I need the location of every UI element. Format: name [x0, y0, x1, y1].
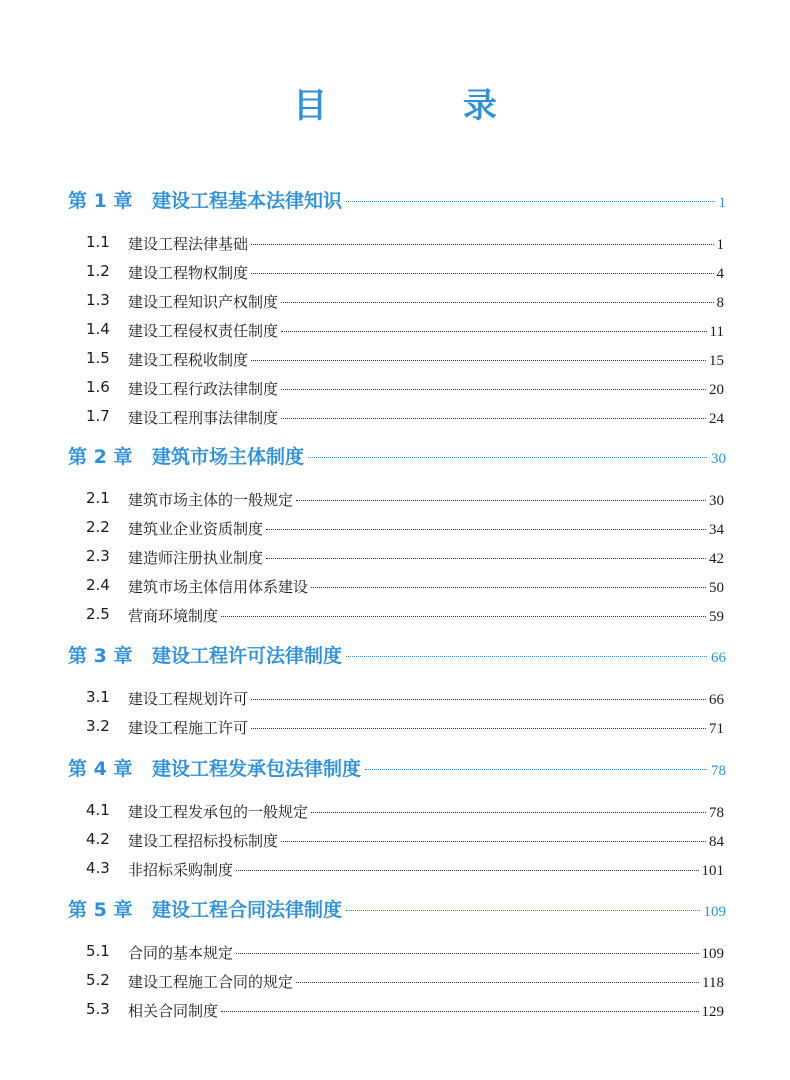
dot-leader	[365, 769, 707, 770]
section-title-line	[128, 349, 724, 370]
section-page-number: 20	[709, 382, 724, 398]
section-title: 建设工程法律基础	[128, 235, 249, 253]
section-title-line	[128, 407, 724, 428]
section-title-line	[128, 233, 724, 254]
dot-leader	[266, 558, 706, 559]
dot-leader	[311, 587, 706, 588]
section-number: 1.4	[86, 320, 110, 338]
dot-leader	[311, 812, 706, 813]
section-title: 建设工程税收制度	[128, 351, 249, 369]
chapter-title-line	[152, 641, 726, 668]
chapter-title: 建设工程基本法律知识	[152, 190, 343, 212]
section-number: 2.5	[86, 605, 110, 623]
section-number: 2.1	[86, 489, 110, 507]
dot-leader	[251, 244, 713, 245]
section-page-number: 78	[709, 805, 724, 821]
chapter-title-line	[152, 442, 726, 469]
dot-leader	[281, 841, 706, 842]
section-title: 建设工程刑事法律制度	[128, 409, 279, 427]
section-page-number: 42	[709, 551, 724, 567]
section-page-number: 15	[709, 353, 724, 369]
section-title: 建设工程招标投标制度	[128, 832, 279, 850]
dot-leader	[266, 529, 706, 530]
chapter-number: 第 3 章	[68, 645, 133, 667]
dot-leader	[236, 870, 698, 871]
section-title-line	[128, 942, 724, 963]
section-title-line	[128, 576, 724, 597]
section-title: 建设工程侵权责任制度	[128, 322, 279, 340]
chapter-title: 建设工程合同法律制度	[152, 899, 343, 921]
section-number: 1.3	[86, 291, 110, 309]
section-title: 建设工程规划许可	[128, 690, 249, 708]
dot-leader	[281, 331, 707, 332]
dot-leader	[281, 302, 713, 303]
section-title-line	[128, 320, 724, 341]
dot-leader	[251, 360, 706, 361]
section-title-line	[128, 801, 724, 822]
section-title-line	[128, 605, 724, 626]
section-page-number: 50	[709, 580, 724, 596]
section-page-number: 101	[701, 863, 724, 879]
dot-leader	[296, 500, 706, 501]
section-number: 5.2	[86, 971, 110, 989]
chapter-title: 建设工程发承包法律制度	[152, 758, 362, 780]
section-title: 建设工程行政法律制度	[128, 380, 279, 398]
section-title-line	[128, 262, 724, 283]
section-page-number: 1	[716, 237, 724, 253]
chapter-title: 建设工程许可法律制度	[152, 645, 343, 667]
section-page-number: 30	[709, 493, 724, 509]
dot-leader	[346, 656, 707, 657]
section-number: 4.3	[86, 859, 110, 877]
section-page-number: 129	[701, 1004, 724, 1020]
section-page-number: 118	[702, 975, 724, 991]
chapter-page-number: 30	[711, 451, 726, 467]
dot-leader	[296, 982, 699, 983]
section-number: 3.2	[86, 717, 110, 735]
chapter-title-line	[152, 895, 726, 922]
section-title: 合同的基本规定	[128, 944, 234, 962]
section-number: 2.2	[86, 518, 110, 536]
section-title: 建造师注册执业制度	[128, 549, 264, 567]
section-title: 营商环境制度	[128, 607, 219, 625]
dot-leader	[281, 389, 706, 390]
section-title: 建设工程物权制度	[128, 264, 249, 282]
section-page-number: 34	[709, 522, 724, 538]
section-title-line	[128, 547, 724, 568]
section-page-number: 109	[701, 946, 724, 962]
section-page-number: 71	[709, 721, 724, 737]
chapter-page-number: 1	[718, 195, 726, 211]
section-title-line	[128, 291, 724, 312]
section-number: 5.3	[86, 1000, 110, 1018]
section-title-line	[128, 489, 724, 510]
chapter-number: 第 4 章	[68, 758, 133, 780]
chapter-number: 第 2 章	[68, 446, 133, 468]
dot-leader	[346, 910, 699, 911]
section-number: 4.1	[86, 801, 110, 819]
section-page-number: 11	[709, 324, 724, 340]
section-number: 2.4	[86, 576, 110, 594]
section-page-number: 59	[709, 609, 724, 625]
chapter-title: 建筑市场主体制度	[152, 446, 305, 468]
section-number: 5.1	[86, 942, 110, 960]
section-title-line	[128, 859, 724, 880]
section-title: 建设工程知识产权制度	[128, 293, 279, 311]
section-number: 2.3	[86, 547, 110, 565]
section-page-number: 8	[716, 295, 724, 311]
dot-leader	[308, 457, 707, 458]
section-number: 1.2	[86, 262, 110, 280]
section-title: 建设工程施工许可	[128, 719, 249, 737]
section-number: 4.2	[86, 830, 110, 848]
dot-leader	[221, 616, 706, 617]
chapter-title-line	[152, 186, 726, 213]
dot-leader	[236, 953, 698, 954]
section-number: 1.6	[86, 378, 110, 396]
chapter-title-line	[152, 754, 726, 781]
section-title: 建筑市场主体的一般规定	[128, 491, 294, 509]
section-title-line	[128, 518, 724, 539]
section-title: 建设工程发承包的一般规定	[128, 803, 309, 821]
dot-leader	[281, 418, 706, 419]
section-number: 1.5	[86, 349, 110, 367]
chapter-page-number: 78	[711, 763, 726, 779]
section-title-line	[128, 1000, 724, 1021]
section-title: 相关合同制度	[128, 1002, 219, 1020]
dot-leader	[346, 201, 714, 202]
page-title: 目 录	[293, 86, 559, 126]
section-number: 1.1	[86, 233, 110, 251]
section-page-number: 24	[709, 411, 724, 427]
chapter-page-number: 66	[711, 650, 726, 666]
section-title-line	[128, 717, 724, 738]
section-page-number: 4	[716, 266, 724, 282]
chapter-number: 第 1 章	[68, 190, 133, 212]
chapter-page-number: 109	[703, 904, 726, 920]
dot-leader	[251, 699, 706, 700]
dot-leader	[251, 273, 713, 274]
section-number: 1.7	[86, 407, 110, 425]
section-title-line	[128, 830, 724, 851]
section-title: 非招标采购制度	[128, 861, 234, 879]
section-number: 3.1	[86, 688, 110, 706]
section-title-line	[128, 688, 724, 709]
section-title: 建筑业企业资质制度	[128, 520, 264, 538]
section-title-line	[128, 378, 724, 399]
section-title: 建设工程施工合同的规定	[128, 973, 294, 991]
chapter-number: 第 5 章	[68, 899, 133, 921]
section-page-number: 66	[709, 692, 724, 708]
section-title-line	[128, 971, 724, 992]
dot-leader	[221, 1011, 698, 1012]
section-page-number: 84	[709, 834, 724, 850]
dot-leader	[251, 728, 706, 729]
section-title: 建筑市场主体信用体系建设	[128, 578, 309, 596]
